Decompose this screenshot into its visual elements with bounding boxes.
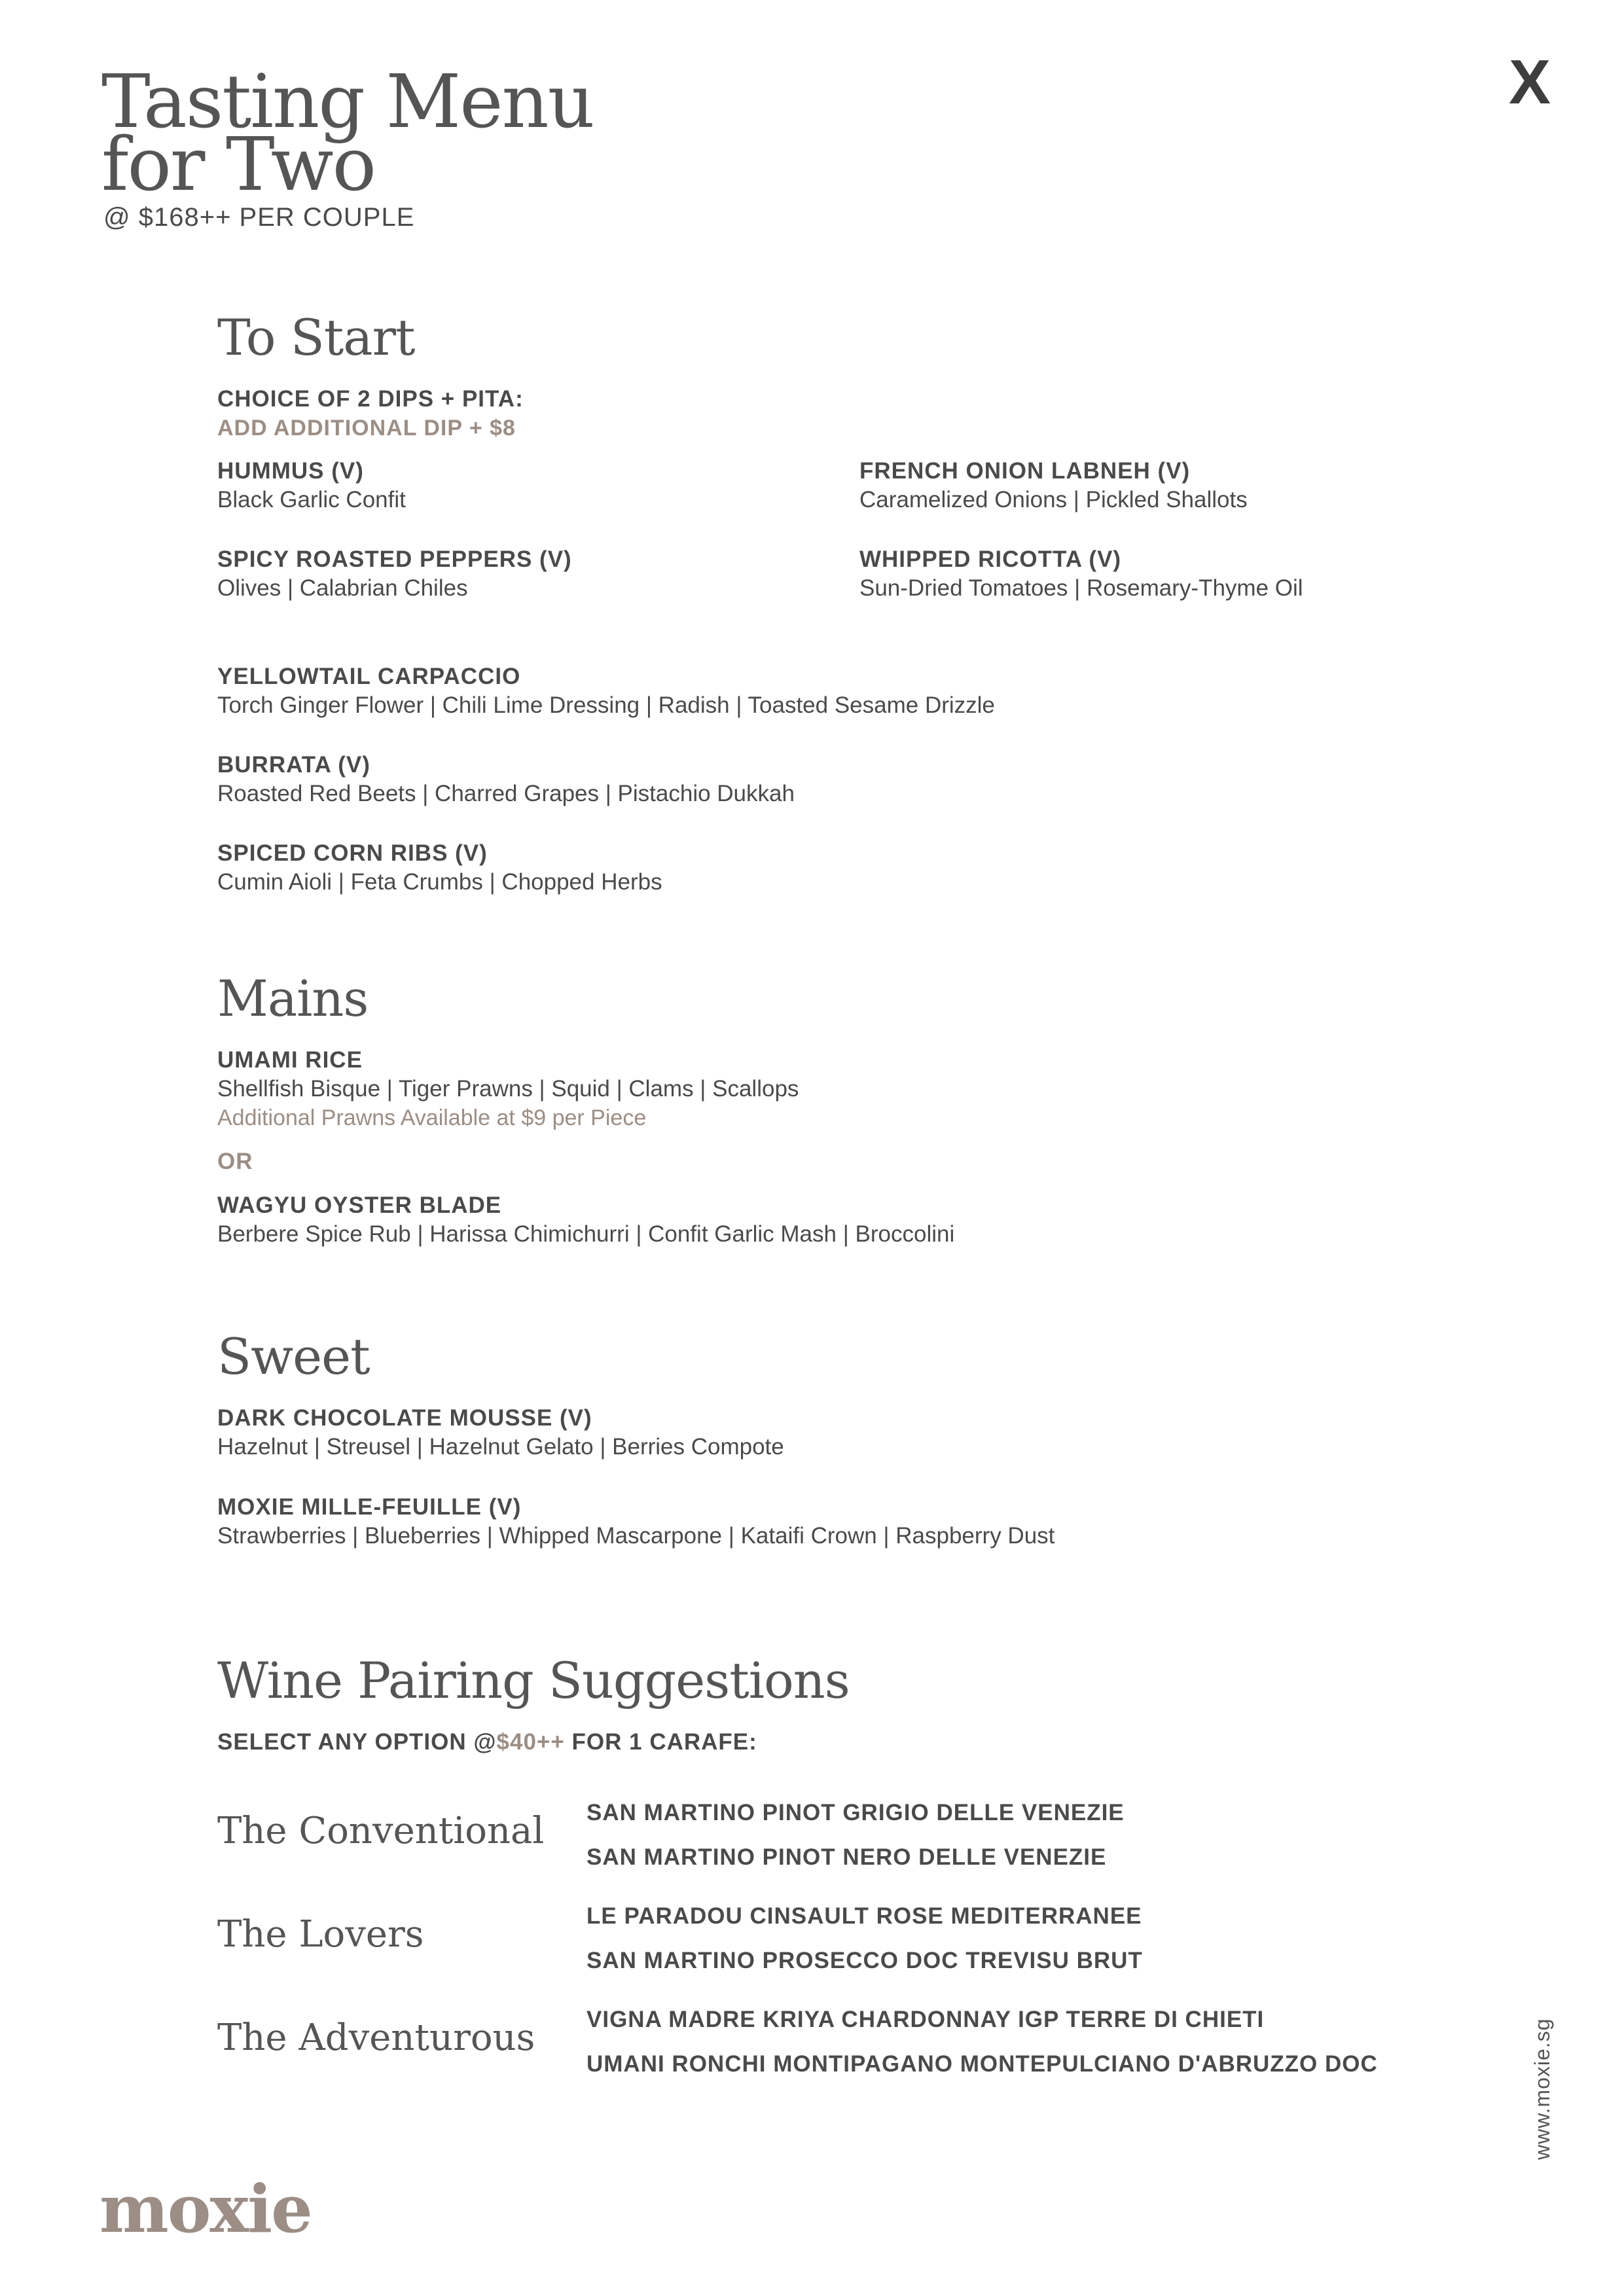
or-divider: OR bbox=[217, 1149, 253, 1174]
dish-name: MOXIE MILLE-FEUILLE (V) bbox=[217, 1494, 522, 1520]
add-dip-note: ADD ADDITIONAL DIP + $8 bbox=[217, 416, 516, 440]
wine-name: VIGNA MADRE KRIYA CHARDONNAY IGP TERRE DI CHIETI bbox=[586, 2007, 1265, 2032]
starter-item bbox=[217, 751, 795, 808]
dip-desc: Olives | Calabrian Chiles bbox=[217, 575, 468, 601]
dip-desc: Black Garlic Confit bbox=[217, 487, 406, 512]
dish-desc: Torch Ginger Flower | Chili Lime Dressing | Radish | Toasted Sesame Drizzle bbox=[217, 692, 995, 718]
wine-option-label: The Conventional bbox=[217, 1810, 545, 1852]
title-line-1: Tasting Menu bbox=[101, 60, 594, 145]
close-icon[interactable]: X bbox=[1508, 47, 1551, 117]
dish-desc: Hazelnut | Streusel | Hazelnut Gelato | Berries Compote bbox=[217, 1434, 784, 1460]
dips-choice bbox=[217, 385, 524, 442]
dip-item bbox=[217, 545, 572, 603]
wine-name: SAN MARTINO PINOT GRIGIO DELLE VENEZIE bbox=[586, 1800, 1125, 1825]
wine-name: UMANI RONCHI MONTIPAGANO MONTEPULCIANO D'ABRUZZO DOC bbox=[586, 2051, 1378, 2077]
dish-name: BURRATA (V) bbox=[217, 752, 370, 778]
dip-item bbox=[859, 457, 1248, 514]
dip-name: WHIPPED RICOTTA (V) bbox=[859, 547, 1122, 572]
website-url[interactable]: www.moxie.sg bbox=[1530, 2018, 1554, 2160]
dip-desc: Caramelized Onions | Pickled Shallots bbox=[859, 487, 1248, 512]
starter-item bbox=[217, 839, 662, 897]
dip-name: SPICY ROASTED PEPPERS (V) bbox=[217, 547, 572, 572]
wine-select-prefix: SELECT ANY OPTION @ bbox=[217, 1729, 497, 1755]
dish-desc: Cumin Aioli | Feta Crumbs | Chopped Herbs bbox=[217, 869, 662, 895]
menu-title bbox=[101, 60, 594, 207]
dish-name: WAGYU OYSTER BLADE bbox=[217, 1193, 502, 1218]
section-title-sweet: Sweet bbox=[217, 1327, 370, 1386]
dip-name: FRENCH ONION LABNEH (V) bbox=[859, 458, 1191, 484]
menu-price: @ $168++ PER COUPLE bbox=[103, 203, 415, 232]
dish-desc: Strawberries | Blueberries | Whipped Mascarpone | Kataifi Crown | Raspberry Dust bbox=[217, 1523, 1055, 1549]
dish-name: UMAMI RICE bbox=[217, 1047, 363, 1073]
wine-name: SAN MARTINO PINOT NERO DELLE VENEZIE bbox=[586, 1844, 1107, 1870]
dip-item bbox=[859, 545, 1303, 603]
wine-option-label: The Lovers bbox=[217, 1913, 424, 1956]
dips-choice-label: CHOICE OF 2 DIPS + PITA: bbox=[217, 386, 524, 412]
dish-desc: Roasted Red Beets | Charred Grapes | Pistachio Dukkah bbox=[217, 781, 795, 806]
dessert-item bbox=[217, 1404, 784, 1462]
dip-name: HUMMUS (V) bbox=[217, 458, 364, 484]
main-item bbox=[217, 1191, 954, 1249]
dish-desc: Berbere Spice Rub | Harissa Chimichurri | Confit Garlic Mash | Broccolini bbox=[217, 1221, 955, 1247]
wine-name: SAN MARTINO PROSECCO DOC TREVISU BRUT bbox=[586, 1948, 1143, 1973]
wine-select-price: $40++ bbox=[496, 1729, 565, 1755]
wine-select-suffix: FOR 1 CARAFE: bbox=[564, 1729, 757, 1755]
dish-name: SPICED CORN RIBS (V) bbox=[217, 840, 488, 866]
dip-item bbox=[217, 457, 406, 514]
title-line-2: for Two bbox=[101, 122, 376, 207]
dessert-item bbox=[217, 1493, 1055, 1551]
moxie-logo: moxie bbox=[99, 2170, 312, 2248]
dish-name: DARK CHOCOLATE MOUSSE (V) bbox=[217, 1405, 592, 1431]
section-title-mains: Mains bbox=[217, 969, 369, 1028]
section-title-wine: Wine Pairing Suggestions bbox=[217, 1651, 850, 1710]
main-item bbox=[217, 1046, 799, 1132]
dish-desc: Shellfish Bisque | Tiger Prawns | Squid | Clams | Scallops bbox=[217, 1076, 799, 1102]
wine-select-note bbox=[217, 1728, 757, 1757]
wine-name: LE PARADOU CINSAULT ROSE MEDITERRANEE bbox=[586, 1903, 1142, 1929]
starter-item bbox=[217, 662, 995, 720]
section-title-to-start: To Start bbox=[217, 308, 415, 367]
wine-option-label: The Adventurous bbox=[217, 2017, 535, 2059]
dish-name: YELLOWTAIL CARPACCIO bbox=[217, 664, 521, 689]
dish-note: Additional Prawns Available at $9 per Piece bbox=[217, 1105, 647, 1130]
dip-desc: Sun-Dried Tomatoes | Rosemary-Thyme Oil bbox=[859, 575, 1303, 601]
